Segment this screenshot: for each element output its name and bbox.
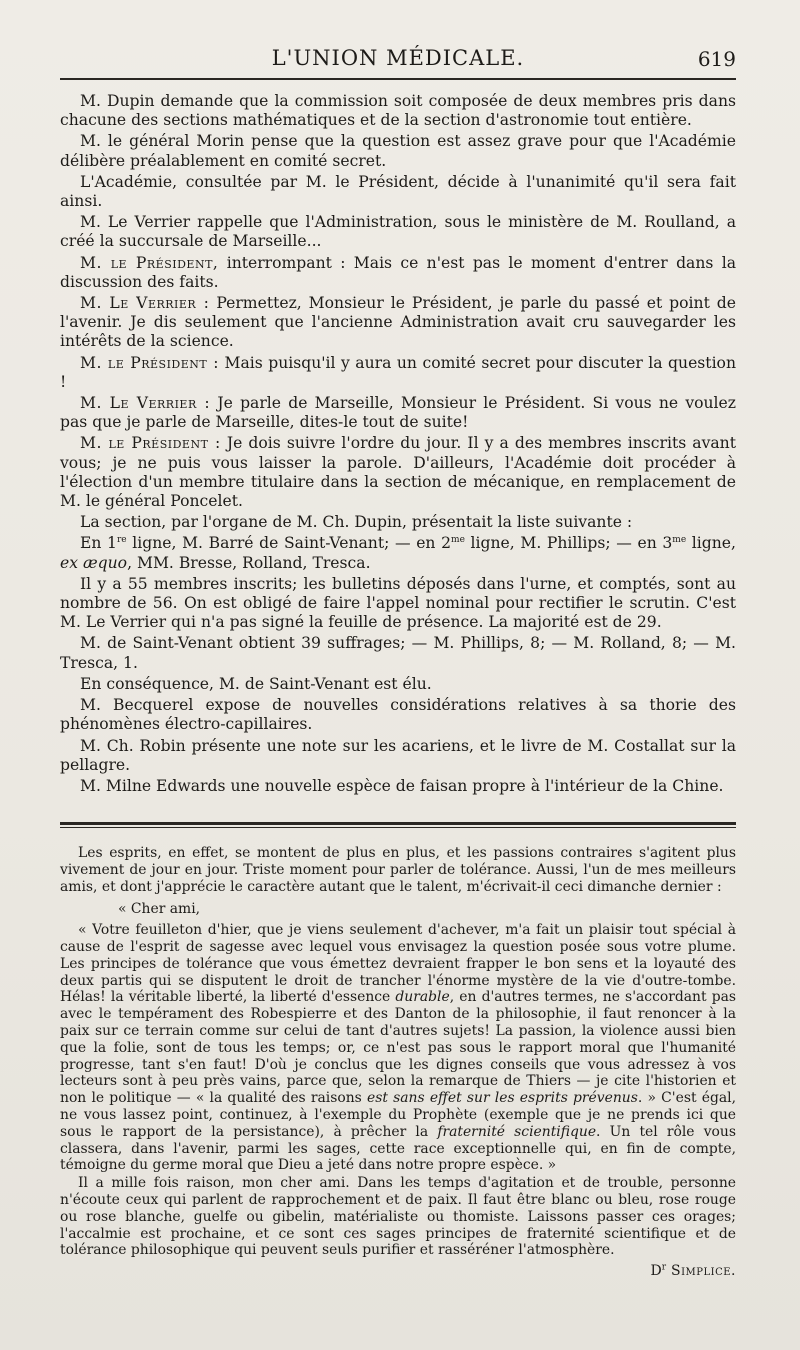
text-run: ligne, (686, 534, 736, 553)
text-run: En 1 (80, 534, 117, 553)
speaker-name: M. le Président : (80, 434, 221, 453)
letter-paragraph (60, 922, 736, 1174)
speaker-name: M. Le Verrier : (80, 294, 210, 313)
italic-text: ex æquo (60, 553, 128, 572)
text-run: , en d'autres termes, ne s'accordant pas avec le tempérament des Robespierre et des Danton de la philosophie, il faut renoncer à la paix sur ce terrain comme sur celui de tant d'autres sujets! La passion, la violence aussi bien que la folie, sont de tous les temps; or, ce n'est pas sous le rapport moral que l'humanité progresse, tant s'en faut! D'où je conclus que les dignes conseils que vous adressez à vos lecteurs sont à peu près vains, parce que, selon la remarque de Thiers — je cite l'historien et non le politique — « la qualité des raisons (60, 989, 736, 1107)
section-divider (60, 822, 736, 830)
letter-salutation: « Cher ami, (118, 901, 201, 918)
speech-text: Permettez, Monsieur le Président, je parle du passé et point de l'avenir. Je dis seulement que l'ancienne Administration avait cru sauvegarder les intérêts de la science. (60, 294, 736, 351)
paragraph (60, 434, 736, 511)
italic-text: est sans effet sur les esprits prévenus (367, 1090, 638, 1107)
paragraph (60, 294, 736, 352)
header-rule (60, 78, 736, 80)
text-run: ligne, M. Barré de Saint-Venant; — en 2 (126, 534, 452, 553)
superscript: r (661, 1262, 667, 1273)
speaker-name: M. Le Verrier : (80, 394, 211, 413)
paragraph: M. Becquerel expose de nouvelles considérations relatives à sa thorie des phénomènes électro-capillaires. (60, 696, 736, 734)
paragraph (60, 354, 736, 392)
text-run: « Votre feuilleton d'hier, que je viens seulement d'achever, m'a fait un plaisir tout spécial à cause de l'esprit de sagesse avec lequel vous envisagez la question posée sous votre plume. Les principes de tolérance que vous émettez devraient frapper le bon sens et la loyauté des deux partis qui se disputent le droit de trancher l'énorme mystère de la vie d'outre-tombe. Hélas! la véritable liberté, la liberté d'essence (60, 922, 736, 1006)
paragraph (60, 534, 736, 572)
paragraph: M. Milne Edwards une nouvelle espèce de faisan propre à l'intérieur de la Chine. (80, 776, 724, 795)
speaker-name: M. le Président, (80, 253, 219, 272)
paragraph: En conséquence, M. de Saint-Venant est élu. (80, 674, 432, 693)
paragraph: Il a mille fois raison, mon cher ami. Dans les temps d'agitation et de trouble, personne n'écoute ceux qui parlent de rapprochement et de paix. Il faut être blanc ou bleu, rose rouge ou rose blanche, guelfe ou gibelin, matérialiste ou thomiste. Laissons passer ces orages; l'accalmie est prochaine, et ce sont ces sages principes de fraternité scientifique et de tolérance philosophique qui peuvent seuls purifier et rasséréner l'atmosphère. (60, 1175, 736, 1259)
signature-name: Simplice. (666, 1263, 736, 1280)
paragraph: L'Académie, consultée par M. le Président, décide à l'unanimité qu'il sera fait ainsi. (60, 172, 736, 211)
paragraph (60, 394, 736, 432)
paragraph: M. Ch. Robin présente une note sur les acariens, et le livre de M. Costallat sur la pellagre. (60, 736, 736, 774)
signature-title: D (650, 1263, 662, 1280)
text-run: , MM. Bresse, Rolland, Tresca. (127, 553, 371, 572)
paragraph: Il y a 55 membres inscrits; les bulletins déposés dans l'urne, et comptés, sont au nombre de 56. On est obligé de faire l'appel nominal pour rectifier le scrutin. C'est M. Le Verrier qui n'a pas signé la feuille de présence. La majorité est de 29. (60, 574, 736, 632)
paragraph: La section, par l'organe de M. Ch. Dupin, présentait la liste suivante : (80, 513, 633, 532)
paragraph (60, 254, 736, 292)
superscript: me (451, 535, 465, 546)
running-title: L'UNION MÉDICALE. (271, 46, 525, 70)
text-run: ligne, M. Phillips; — en 3 (464, 534, 673, 553)
paragraph: M. de Saint-Venant obtient 39 suffrages; — M. Phillips, 8; — M. Rolland, 8; — M. Tresca, 1. (60, 634, 736, 672)
paragraph: M. le général Morin pense que la question est assez grave pour que l'Académie délibère préalablement en comité secret. (60, 132, 736, 170)
feuilleton-column (60, 845, 736, 1280)
paragraph: M. Dupin demande que la commission soit composée de deux membres pris dans chacune des sections mathématiques et de la section d'astronomie tout entière. (60, 92, 736, 130)
superscript: re (116, 535, 127, 546)
text-run: . Un tel rôle vous classera, dans l'avenir, parmi les sages, cette race exceptionnelle qui, en fin de compte, témoigne du germe moral que Dieu a jeté dans notre propre espèce. » (60, 1123, 736, 1174)
superscript: me (672, 535, 687, 546)
signature (60, 1263, 736, 1280)
academy-minutes (60, 92, 736, 798)
paragraph: Les esprits, en effet, se montent de plus en plus, et les passions contraires s'agitent plus vivement de jour en jour. Triste moment pour parler de tolérance. Aussi, l'un de mes meilleurs amis, et dont j'apprécie le caractère autant que le talent, m'écrivait-il ceci dimanche dernier : (60, 845, 736, 895)
italic-text: durable (395, 989, 450, 1006)
speaker-name: M. le Président : (80, 353, 219, 372)
speech-text: Je dois suivre l'ordre du jour. Il y a des membres inscrits avant vous; je ne puis vous laisser la parole. D'ailleurs, l'Académie doit procéder à l'élection d'un membre titulaire dans la section de mécanique, en remplacement de M. le général Poncelet. (60, 434, 736, 511)
speech-text: interrompant : Mais ce n'est pas le moment d'entrer dans la discussion des faits. (60, 253, 737, 291)
paragraph: M. Le Verrier rappelle que l'Administration, sous le ministère de M. Roulland, a créé la succursale de Marseille... (60, 213, 736, 251)
speech-text: Mais puisqu'il y aura un comité secret pour discuter la question ! (60, 353, 736, 391)
text-run: . » C'est égal, ne vous lassez point, continuez, à l'exemple du Prophète (exemple que je ne prends ici que sous le rapport de la persistance), à prêcher la (60, 1090, 736, 1140)
italic-text: fraternité scientifique (437, 1123, 597, 1140)
page-header (60, 44, 736, 74)
speech-text: Je parle de Marseille, Monsieur le Président. Si vous ne voulez pas que je parle de Marseille, dites-le tout de suite! (60, 394, 736, 432)
page-number: 619 (697, 47, 736, 71)
